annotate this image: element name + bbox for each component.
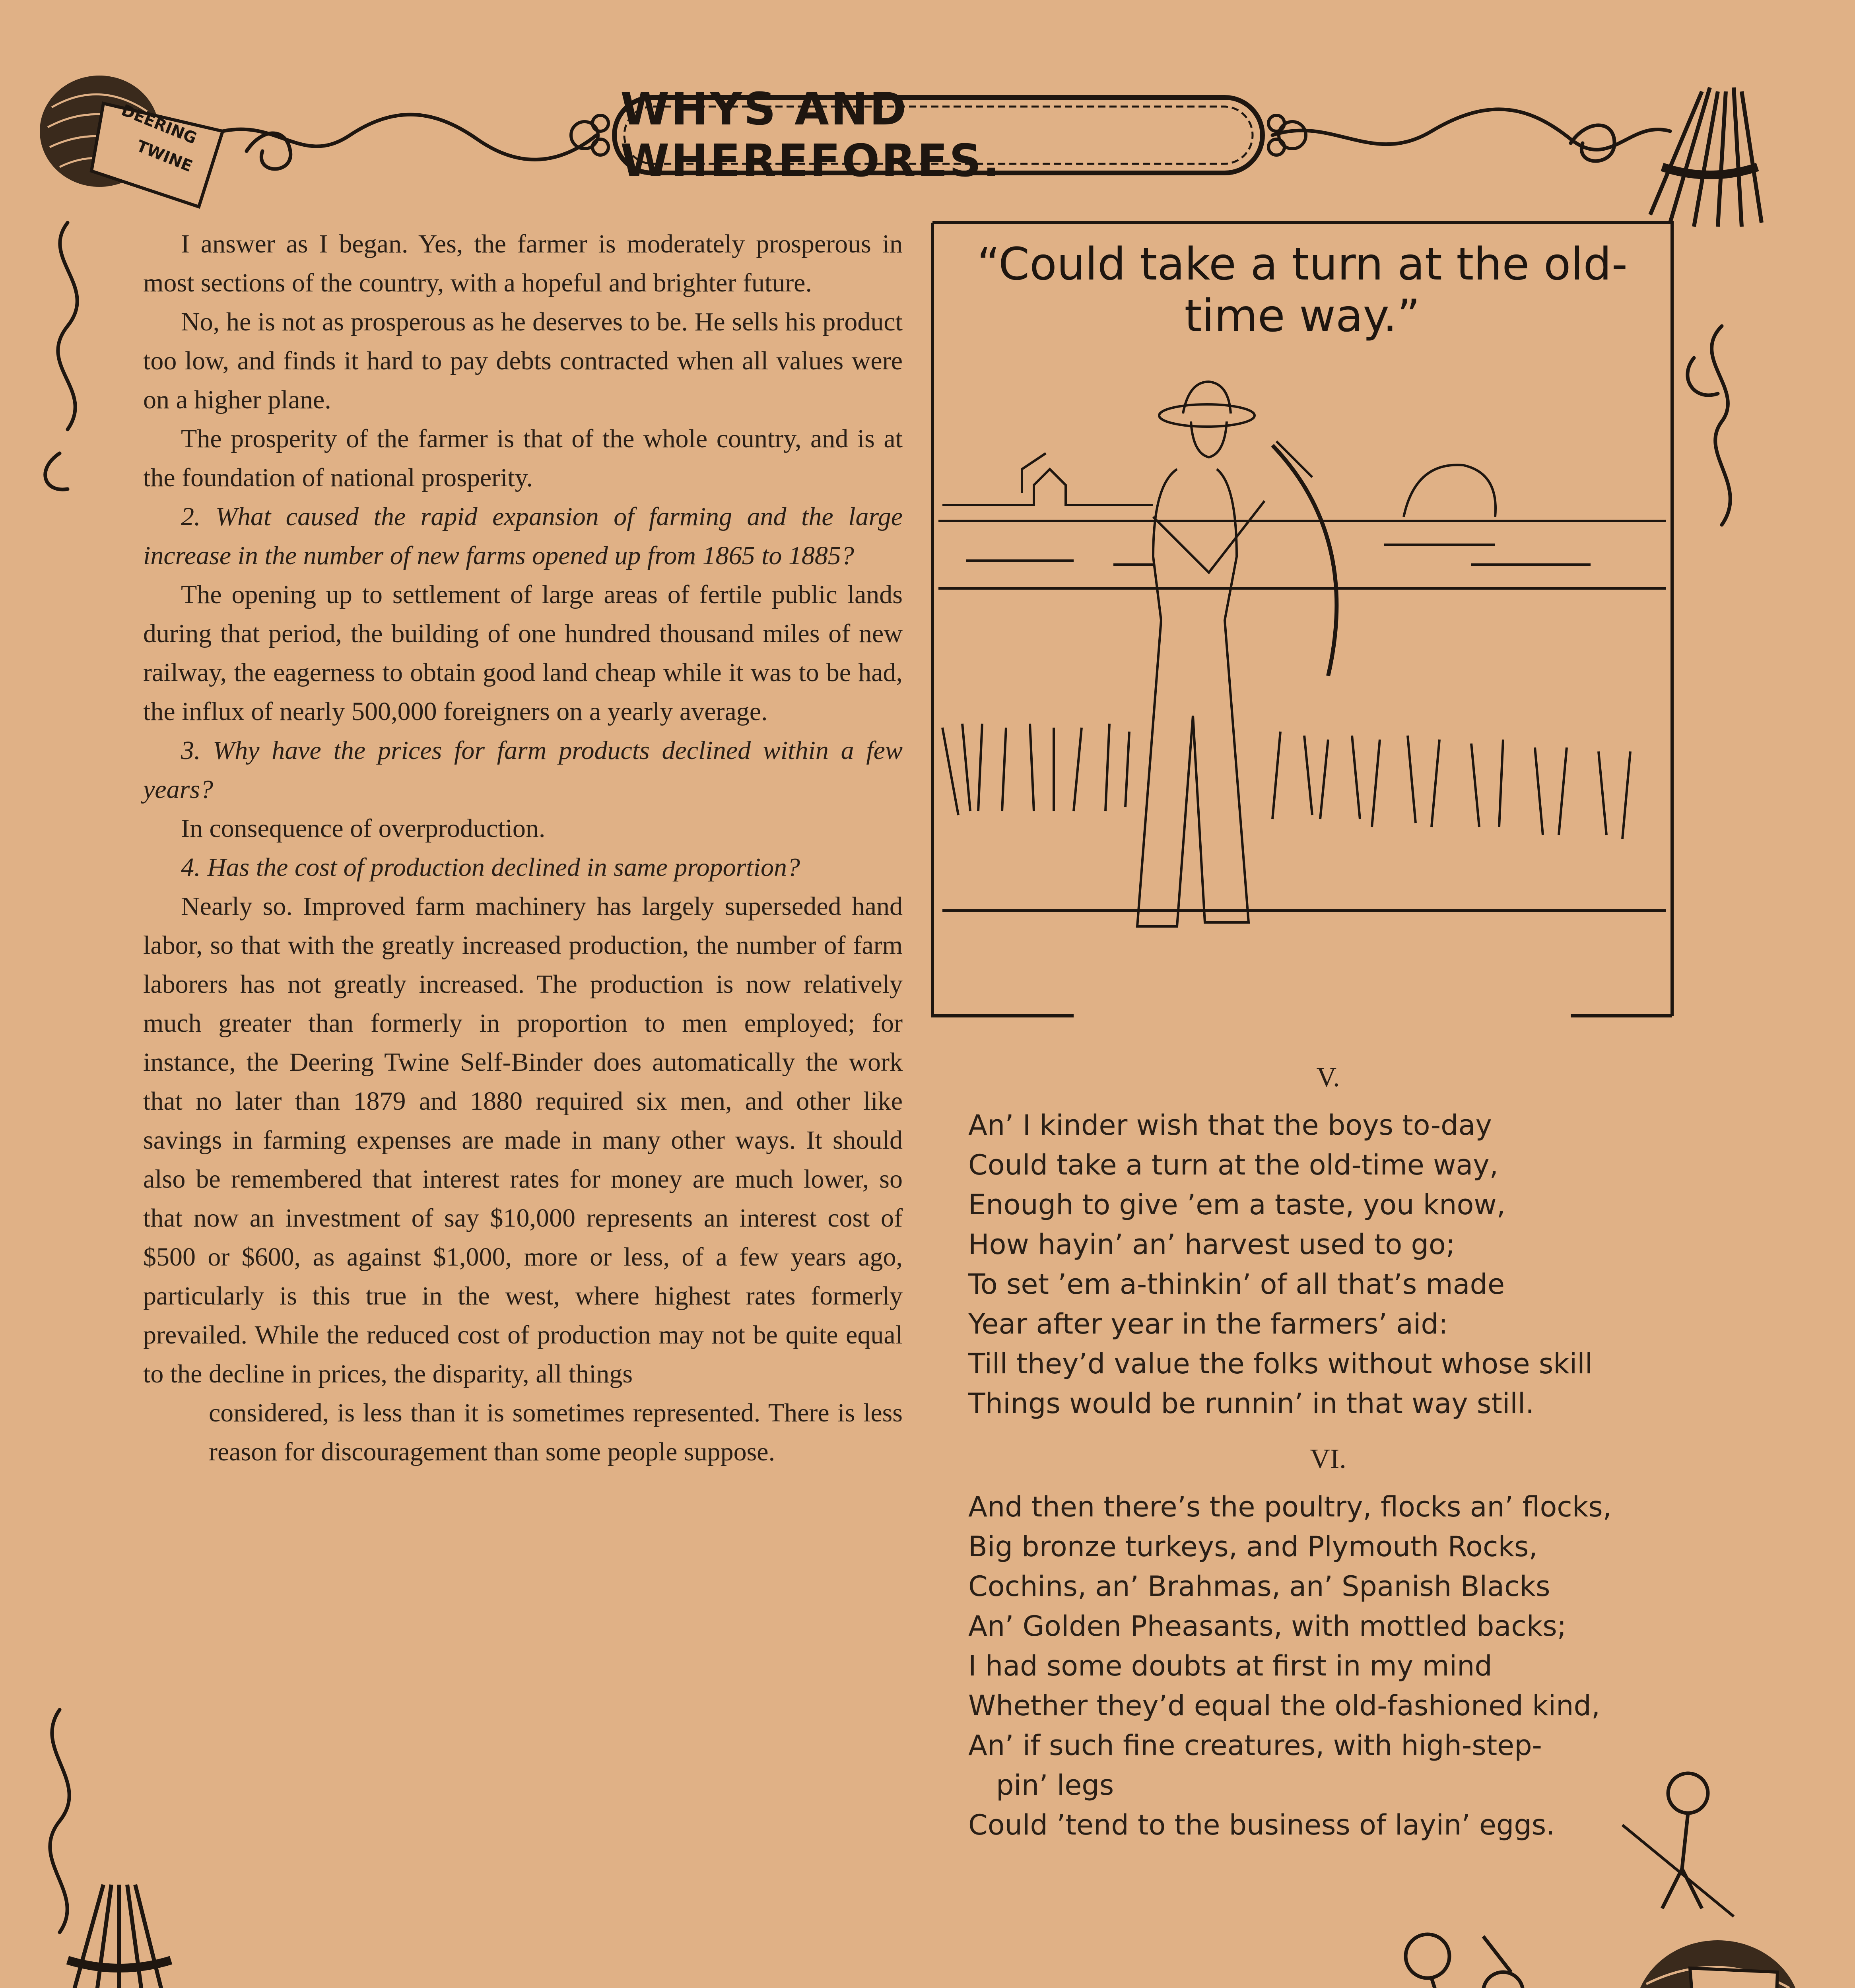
poem-line: Could ’tend to the business of layin’ eggs. <box>968 1809 1555 1841</box>
paragraph-2: No, he is not as prosperous as he deserves to be. He sells his product too low, and finds it hard to pay debts contracted when all values were on a higher plane. <box>143 307 903 414</box>
sheaf-top-right <box>1650 87 1762 227</box>
poem-line: Could take a turn at the old-time way, <box>968 1149 1498 1181</box>
poem-line: Cochins, an’ Brahmas, an’ Spanish Blacks <box>968 1570 1550 1603</box>
poem-line: Whether they’d equal the old-fashioned kind, <box>968 1689 1601 1722</box>
sheaf-bottom-left <box>64 1885 171 1988</box>
farmer-illustration <box>938 382 1666 926</box>
left-column <box>143 225 903 1472</box>
paragraph-1: I answer as I began. Yes, the farmer is moderately prosperous in most sections of the country, with a hopeful and brighter future. <box>143 229 903 297</box>
poem-line: How hayin’ an’ harvest used to go; <box>968 1228 1455 1261</box>
seal-label-top-left-2: TWINE <box>134 137 195 176</box>
answer-4: Nearly so. Improved farm machinery has largely superseded hand labor, so that with the greatly increased production, the number of farm laborers has not greatly increased. The production is now relatively much greater than formerly in proportion to men employed; for instance, the Deering Twine Self-Binder does automatically the work that no later than 1879 and 1880 required six men, and other like savings in farming expenses are made in many other ways. It should also be remembered that interest rates for money are much lower, so that now an investment of say $10,000 represents an interest cost of $500 or $600, as against $1,000, more or less, of a few years ago, particularly is this true in the west, where highest rates formerly prevailed. While the reduced cost of production may not be quite equal to the decline in prices, the disparity, all things <box>143 892 903 1388</box>
poem <box>968 1058 1672 1845</box>
poem-line: And then there’s the poultry, flocks an’ flocks, <box>968 1491 1612 1523</box>
answer-4-end: considered, is less than it is sometimes represented. There is less reason for discouragement than some people suppose. <box>209 1398 903 1466</box>
top-rope <box>223 115 596 159</box>
scythe <box>1272 445 1336 676</box>
question-4: 4. Has the cost of production declined in same proportion? <box>181 853 800 882</box>
stanza-5-number: V. <box>1316 1062 1340 1093</box>
stanza-6-number: VI. <box>1310 1444 1346 1474</box>
twine-ball-top-left <box>40 76 223 207</box>
paragraph-3: The prosperity of the farmer is that of the whole country, and is at the foundation of national prosperity. <box>143 424 903 492</box>
poem-line: To set ’em a-thinkin’ of all that’s made <box>968 1268 1505 1301</box>
poem-line: Things would be runnin’ in that way still. <box>968 1387 1535 1420</box>
poem-line: An’ I kinder wish that the boys to-day <box>968 1109 1492 1142</box>
poem-line: Year after year in the farmers’ aid: <box>968 1308 1448 1340</box>
poem-line: Enough to give ’em a taste, you know, <box>968 1188 1505 1221</box>
answer-2: The opening up to settlement of large areas of fertile public lands during that period, the building of one hundred thousand miles of new railway, the eagerness to obtain good land cheap while it was to be had, the influx of nearly 500,000 foreigners on a yearly average. <box>143 580 903 726</box>
answer-3: In consequence of overproduction. <box>181 814 546 843</box>
question-2: 2. What caused the rapid expansion of farming and the large increase in the number of new farms opened up from 1865 to 1885? <box>143 502 903 570</box>
poem-line: An’ Golden Pheasants, with mottled backs; <box>968 1610 1567 1642</box>
farmer-hat <box>1159 404 1255 427</box>
poem-line-continuation: pin’ legs <box>996 1769 1114 1802</box>
page-title: WHYS AND WHEREFORES. <box>620 83 1002 187</box>
farmer-body <box>1137 469 1249 926</box>
question-3: 3. Why have the prices for farm products declined within a few years? <box>143 736 903 804</box>
poem-line: I had some doubts at first in my mind <box>968 1650 1492 1682</box>
poem-line: An’ if such fine creatures, with high-step- <box>968 1729 1542 1762</box>
poem-line: Till they’d value the folks without whose skill <box>968 1347 1593 1380</box>
poem-line: Big bronze turkeys, and Plymouth Rocks, <box>968 1530 1538 1563</box>
illustration-caption: “Could take a turn at the old-time way.” <box>977 239 1628 342</box>
seal-label-top-left-1: DEERING <box>118 101 200 148</box>
